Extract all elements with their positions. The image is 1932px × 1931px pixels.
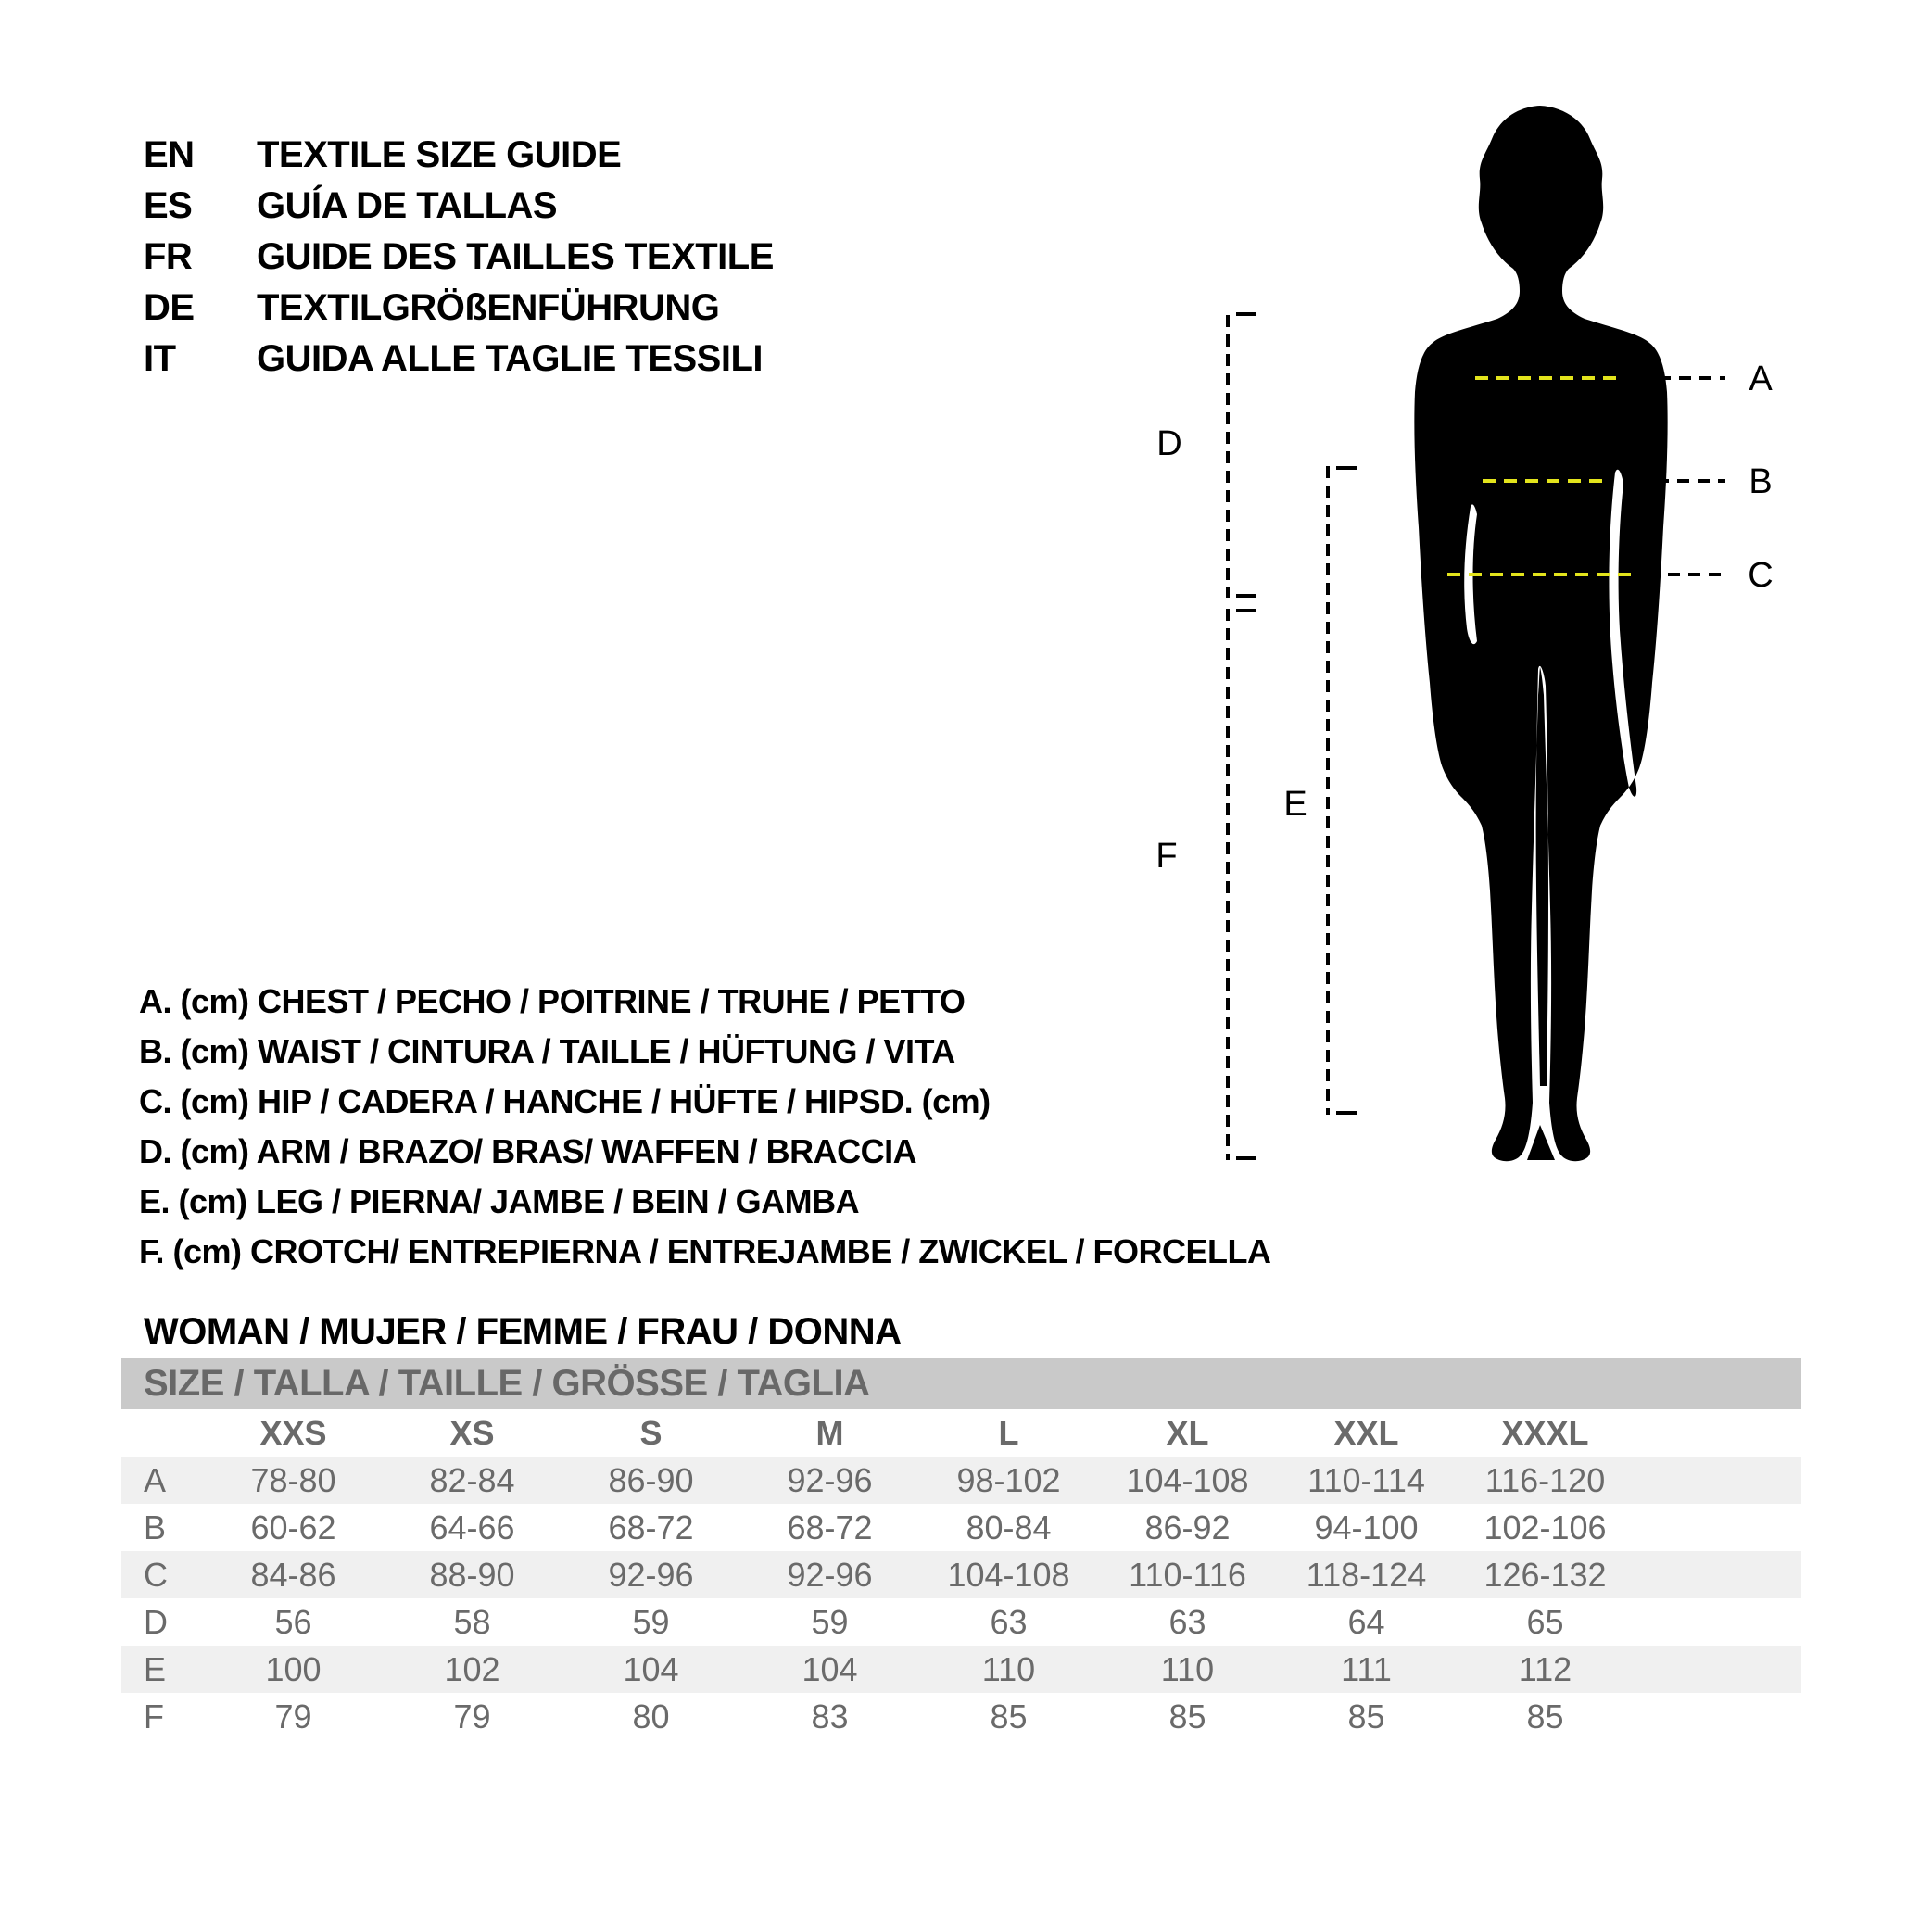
size-cell: 92-96 (787, 1556, 873, 1594)
gender-section-title: WOMAN / MUJER / FEMME / FRAU / DONNA (144, 1311, 902, 1352)
size-column-xxl: XXL (1333, 1414, 1399, 1452)
size-column-l: L (998, 1414, 1019, 1452)
size-header-row (121, 1409, 1801, 1457)
size-cell: 79 (453, 1698, 491, 1735)
size-cell: 64-66 (429, 1508, 515, 1546)
row-label: A (144, 1461, 167, 1499)
language-code: ES (144, 185, 193, 226)
row-label: F (144, 1698, 164, 1735)
size-cell: 111 (1341, 1650, 1392, 1688)
guide-title: GUÍA DE TALLAS (257, 185, 558, 226)
label-crotch-f: F (1155, 837, 1178, 876)
guide-title: TEXTILGRÖßENFÜHRUNG (257, 287, 720, 328)
row-label: C (144, 1556, 168, 1594)
measurement-legend (139, 977, 1271, 1277)
size-cell: 63 (1168, 1603, 1206, 1641)
size-cell: 94-100 (1314, 1508, 1419, 1546)
language-row (144, 181, 774, 232)
size-cell: 58 (453, 1603, 491, 1641)
size-cell: 83 (811, 1698, 849, 1735)
label-leg-e: E (1283, 785, 1307, 824)
size-table-header-bar: SIZE / TALLA / TAILLE / GRÖSSE / TAGLIA (121, 1358, 1801, 1409)
legend-item-waist: B. (cm) WAIST / CINTURA / TAILLE / HÜFTUNG / VITA (139, 1032, 955, 1070)
language-title-block (144, 130, 774, 385)
row-label: B (144, 1508, 167, 1546)
guide-title: GUIDE DES TAILLES TEXTILE (257, 236, 774, 277)
size-cell: 110-116 (1129, 1556, 1246, 1594)
size-cell: 88-90 (429, 1556, 515, 1594)
table-row-b (121, 1504, 1801, 1551)
size-cell: 112 (1518, 1650, 1572, 1688)
size-cell: 60-62 (250, 1508, 336, 1546)
table-row-d (121, 1598, 1801, 1646)
size-cell: 56 (274, 1603, 312, 1641)
size-cell: 104 (623, 1650, 679, 1688)
language-row (144, 334, 774, 385)
size-cell: 80-84 (966, 1508, 1052, 1546)
size-column-s: S (639, 1414, 663, 1452)
size-cell: 110 (1160, 1650, 1215, 1688)
size-cell: 85 (1526, 1698, 1564, 1735)
size-cell: 116-120 (1484, 1461, 1606, 1499)
label-waist-b: B (1749, 462, 1773, 501)
size-cell: 104-108 (947, 1556, 1070, 1594)
size-cell: 110-114 (1307, 1461, 1425, 1499)
table-row-e (121, 1646, 1801, 1693)
size-cell: 86-90 (608, 1461, 694, 1499)
size-cell: 64 (1347, 1603, 1385, 1641)
size-cell: 84-86 (250, 1556, 336, 1594)
table-row-c (121, 1551, 1801, 1598)
woman-silhouette (1414, 106, 1667, 1161)
size-cell: 104-108 (1126, 1461, 1249, 1499)
size-cell: 82-84 (429, 1461, 515, 1499)
language-code: DE (144, 287, 195, 328)
size-cell: 118-124 (1306, 1556, 1427, 1594)
size-cell: 79 (274, 1698, 312, 1735)
language-code: IT (144, 338, 176, 379)
row-label: E (144, 1650, 167, 1688)
size-cell: 59 (811, 1603, 849, 1641)
table-row-f (121, 1693, 1801, 1740)
size-cell: 78-80 (250, 1461, 336, 1499)
size-cell: 80 (632, 1698, 670, 1735)
size-column-xxs: XXS (259, 1414, 327, 1452)
size-cell: 85 (990, 1698, 1028, 1735)
language-code: EN (144, 134, 195, 175)
size-cell: 65 (1526, 1603, 1564, 1641)
legend-item-leg: E. (cm) LEG / PIERNA/ JAMBE / BEIN / GAMBA (139, 1182, 860, 1220)
size-cell: 110 (981, 1650, 1036, 1688)
label-chest-a: A (1749, 360, 1773, 398)
size-cell: 68-72 (787, 1508, 873, 1546)
size-column-xs: XS (449, 1414, 495, 1452)
language-row (144, 232, 774, 283)
size-cell-empty (121, 1409, 204, 1457)
language-code: FR (144, 236, 193, 277)
size-cell: 126-132 (1484, 1556, 1607, 1594)
size-cell: 68-72 (608, 1508, 694, 1546)
size-table (121, 1358, 1801, 1740)
guide-title: GUIDA ALLE TAGLIE TESSILI (257, 338, 764, 379)
size-cell: 100 (265, 1650, 322, 1688)
size-cell: 98-102 (956, 1461, 1061, 1499)
size-cell: 102-106 (1484, 1508, 1607, 1546)
size-cell: 92-96 (608, 1556, 694, 1594)
language-row (144, 130, 774, 181)
size-cell: 102 (444, 1650, 500, 1688)
legend-item-crotch: F. (cm) CROTCH/ ENTREPIERNA / ENTREJAMBE / ZWICKEL / FORCELLA (139, 1232, 1271, 1270)
size-cell: 59 (632, 1603, 670, 1641)
legend-item-arm: D. (cm) ARM / BRAZO/ BRAS/ WAFFEN / BRACCIA (139, 1132, 917, 1170)
label-arm-d: D (1156, 424, 1182, 463)
size-cell: 104 (802, 1650, 858, 1688)
size-cell: 86-92 (1144, 1508, 1231, 1546)
size-cell: 85 (1347, 1698, 1385, 1735)
legend-item-hip: C. (cm) HIP / CADERA / HANCHE / HÜFTE / HIPSD. (cm) (139, 1082, 991, 1120)
size-column-xl: XL (1166, 1414, 1209, 1452)
language-row (144, 283, 774, 334)
size-cell: 63 (990, 1603, 1028, 1641)
guide-title: TEXTILE SIZE GUIDE (257, 134, 622, 175)
size-column-m: M (815, 1414, 844, 1452)
size-cell: 85 (1168, 1698, 1206, 1735)
legend-item-chest: A. (cm) CHEST / PECHO / POITRINE / TRUHE / PETTO (139, 982, 966, 1020)
row-label: D (144, 1603, 168, 1641)
size-column-xxxl: XXXL (1501, 1414, 1589, 1452)
label-hip-c: C (1748, 556, 1774, 595)
table-row-a (121, 1457, 1801, 1504)
size-cell: 92-96 (787, 1461, 873, 1499)
